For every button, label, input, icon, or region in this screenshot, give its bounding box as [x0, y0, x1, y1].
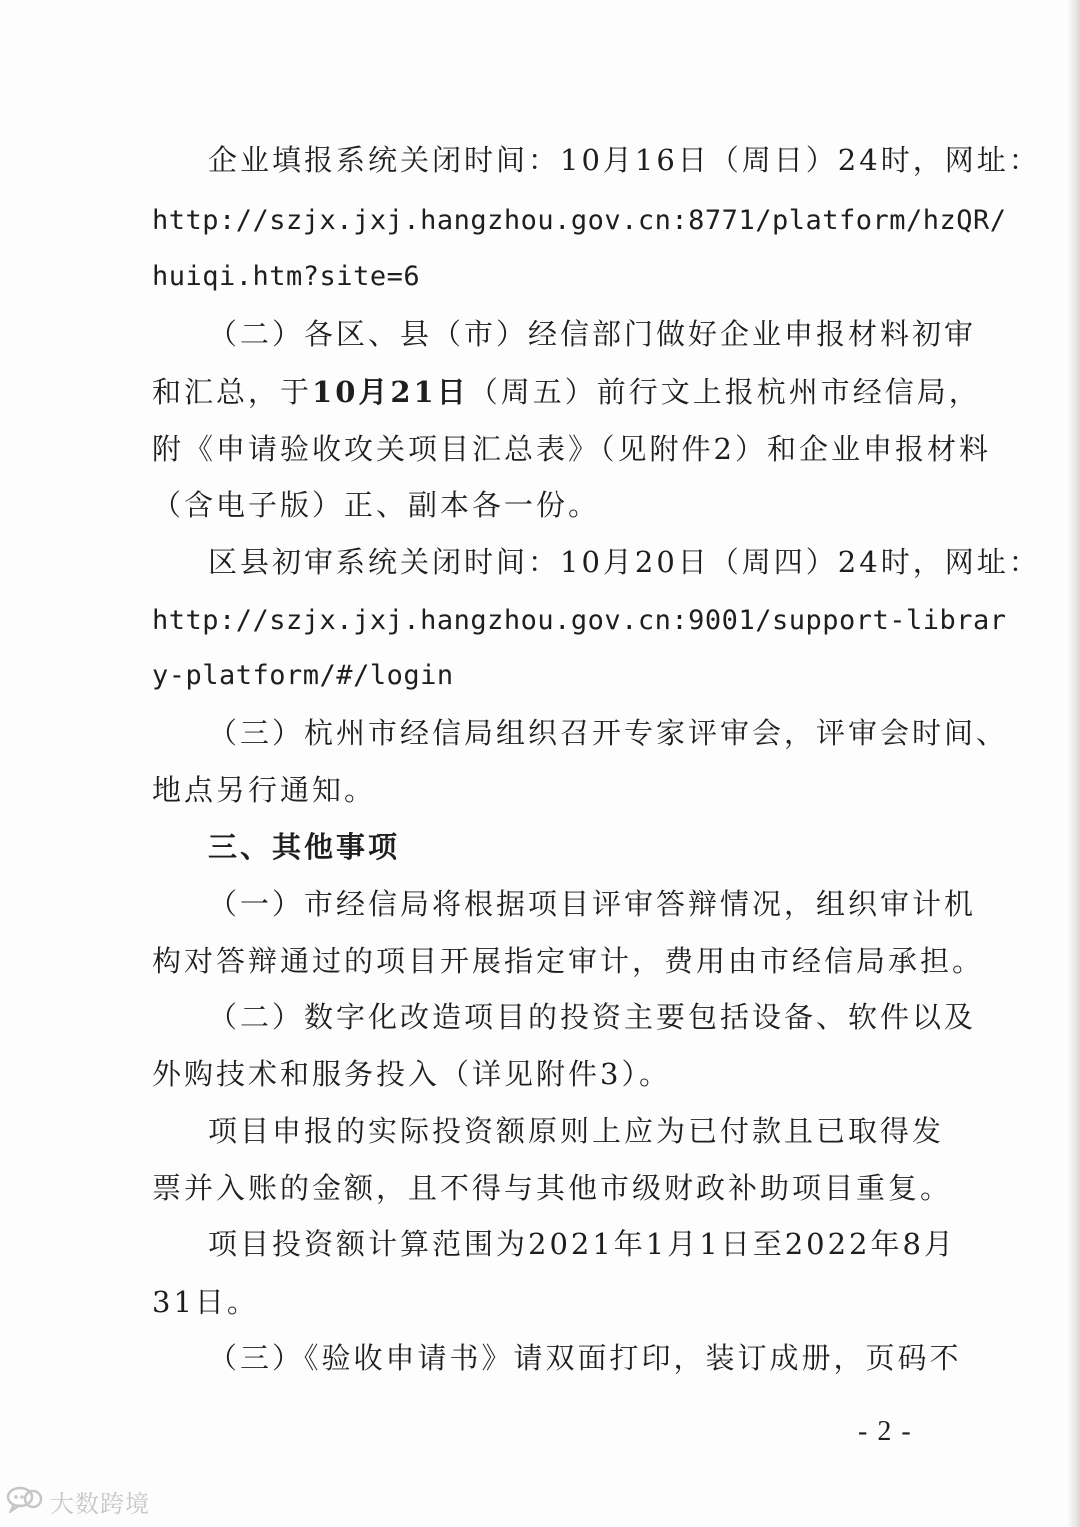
url-line: http://szjx.jxj.hangzhou.gov.cn:8771/platform/hzQR/	[152, 205, 1007, 236]
text-line: 31日。	[152, 1285, 259, 1319]
url-line: y-platform/#/login	[152, 660, 454, 691]
text-line: 项目投资额计算范围为2021年1月1日至2022年8月	[208, 1227, 956, 1261]
page-number: -2-	[858, 1416, 921, 1447]
deadline-date: 10月21日	[312, 375, 469, 409]
text-line: 地点另行通知。	[152, 773, 377, 807]
chat-bubble-icon	[6, 1485, 46, 1518]
text-line: （一）市经信局将根据项目评审答辩情况，组织审计机	[208, 887, 977, 921]
text-line: 区县初审系统关闭时间：10月20日（周四）24时，网址：	[208, 545, 1041, 579]
text-segment: （周五）前行文上报杭州市经信局，	[468, 375, 981, 409]
url-line: http://szjx.jxj.hangzhou.gov.cn:9001/support-librar	[152, 605, 1007, 636]
text-line	[152, 372, 981, 412]
text-line: （含电子版）正、副本各一份。	[152, 488, 601, 522]
section-heading: 三、其他事项	[208, 830, 401, 864]
text-segment: 和汇总，于	[152, 375, 313, 409]
url-line: huiqi.htm?site=6	[152, 261, 421, 292]
text-line: 构对答辩通过的项目开展指定审计，费用由市经信局承担。	[152, 944, 985, 978]
text-line: （二）各区、县（市）经信部门做好企业申报材料初审	[208, 317, 977, 351]
text-line: 附《申请验收攻关项目汇总表》（见附件2）和企业申报材料	[152, 432, 991, 466]
text-line: 企业填报系统关闭时间：10月16日（周日）24时，网址：	[208, 143, 1041, 177]
watermark	[6, 1484, 150, 1518]
text-line: 票并入账的金额，且不得与其他市级财政补助项目重复。	[152, 1171, 953, 1205]
text-line: 项目申报的实际投资额原则上应为已付款且已取得发	[208, 1114, 945, 1148]
scan-edge	[1066, 0, 1080, 1527]
watermark-text: 大数跨境	[50, 1489, 150, 1518]
text-line: 外购技术和服务投入（详见附件3）。	[152, 1057, 671, 1091]
text-line: （三）杭州市经信局组织召开专家评审会，评审会时间、	[208, 716, 1009, 750]
text-line: （三）《验收申请书》请双面打印，装订成册，页码不	[208, 1341, 962, 1375]
text-line: （二）数字化改造项目的投资主要包括设备、软件以及	[208, 1000, 977, 1034]
